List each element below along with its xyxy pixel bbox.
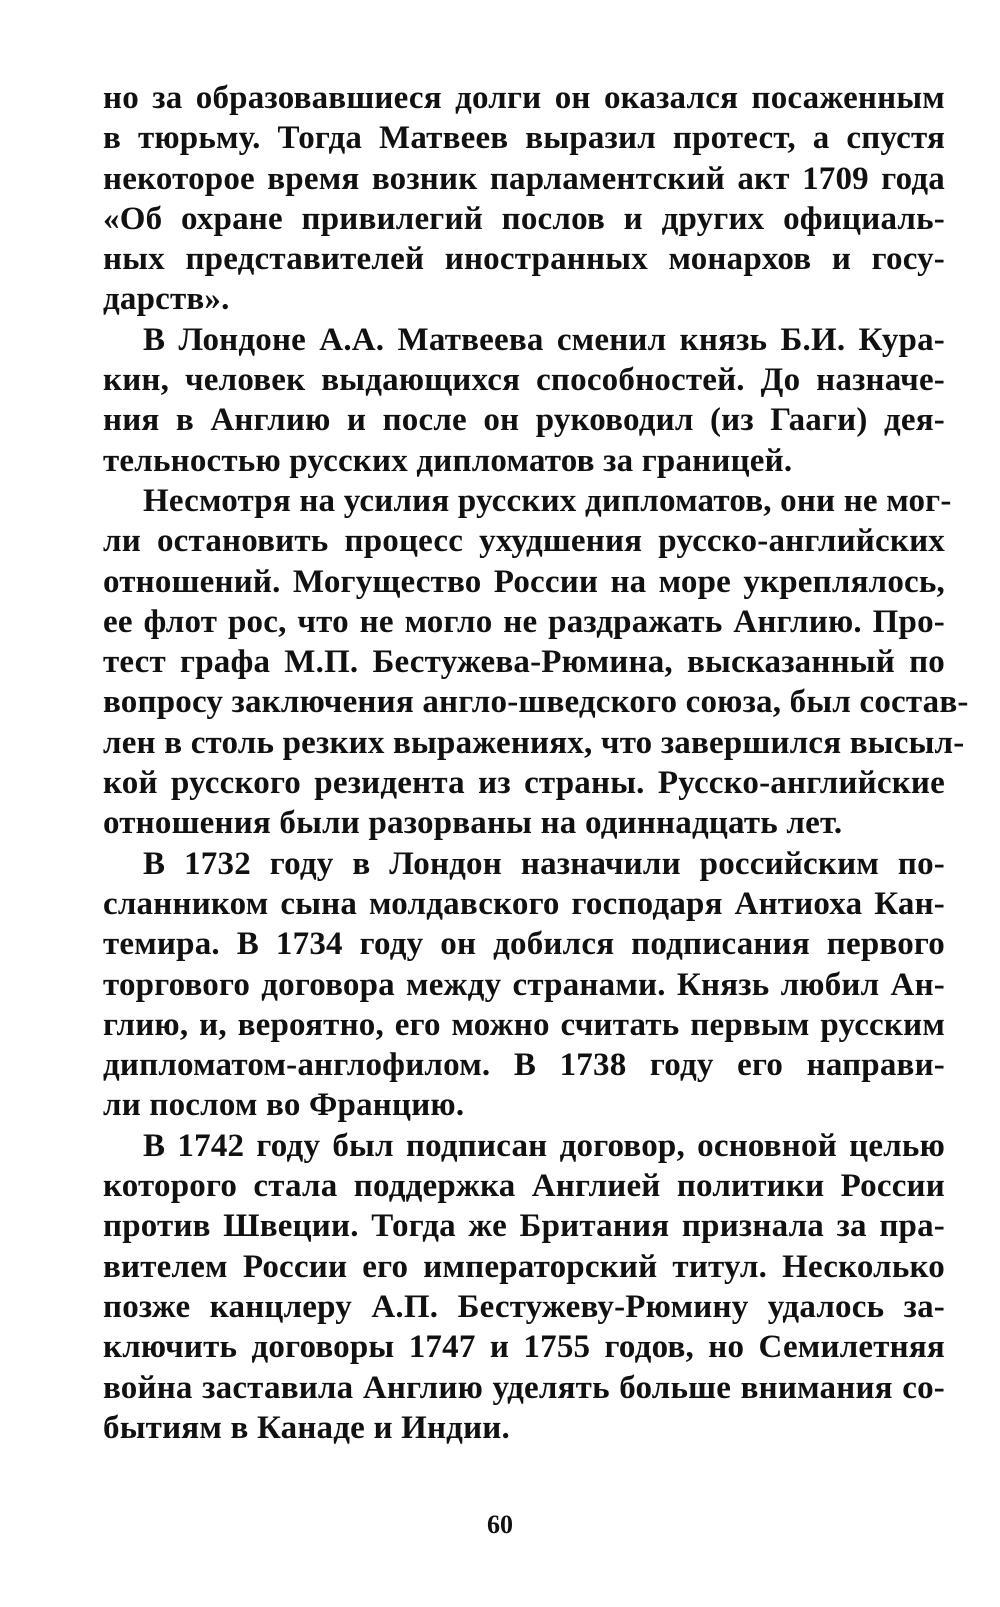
text-line: против Швеции. Тогда же Британия признала за пра- — [103, 1208, 945, 1245]
text-line: ных представителей иностранных монархов и госу- — [103, 241, 945, 278]
text-line: ли послом во Францию. — [103, 1087, 465, 1124]
text-line: темира. В 1734 году он добился подписания первого — [103, 926, 945, 963]
text-line: сланником сына молдавского господаря Антиоха Кан- — [103, 885, 945, 922]
text-line: торгового договора между странами. Князь любил Ан- — [103, 966, 945, 1003]
text-line: Несмотря на усилия русских дипломатов, они не мог- — [143, 482, 952, 519]
text-line: вопросу заключения англо-шведского союза, был состав- — [103, 684, 969, 721]
paragraph — [103, 1126, 945, 1448]
page-number: 60 — [487, 1510, 513, 1539]
text-line: некоторое время возник парламентский акт 1709 года — [103, 160, 945, 197]
text-line: ключить договоры 1747 и 1755 годов, но Семилетняя — [103, 1329, 945, 1366]
text-line: отношения были разорваны на одиннадцать лет. — [103, 805, 843, 842]
text-line: позже канцлеру А.П. Бестужеву-Рюмину удалось за- — [103, 1288, 945, 1325]
paragraph — [103, 481, 969, 844]
text-line: кин, человек выдающихся способностей. До назначе- — [103, 362, 945, 399]
paragraph — [103, 844, 945, 1126]
text-line: В 1742 году был подписан договор, основной целью — [143, 1127, 945, 1164]
text-line: «Об охране привилегий послов и других официаль- — [103, 200, 945, 237]
text-line: война заставила Англию уделять больше внимания со- — [103, 1369, 945, 1406]
text-line: дипломатом-англофилом. В 1738 году его направи- — [103, 1047, 945, 1084]
text-line: ли остановить процесс ухудшения русско-английских — [103, 523, 945, 560]
text-line: бытиям в Канаде и Индии. — [103, 1409, 510, 1446]
text-line: ния в Англию и после он руководил (из Гааги) дея- — [103, 402, 945, 439]
text-line: лен в столь резких выражениях, что завершился высыл- — [103, 724, 965, 761]
text-line: но за образовавшиеся долги он оказался посаженным — [103, 80, 945, 116]
text-line: в тюрьму. Тогда Матвеев выразил протест, а спустя — [103, 120, 945, 157]
text-line: которого стала поддержка Англией политики России — [103, 1168, 945, 1205]
text-line: В 1732 году в Лондон назначили российским по- — [143, 845, 945, 882]
text-line: отношений. Могущество России на море укреплялось, — [103, 563, 945, 600]
text-line: тест графа М.П. Бестужева-Рюмина, высказанный по — [103, 644, 945, 681]
body-text — [103, 78, 969, 1448]
paragraph — [103, 78, 945, 320]
text-line: тельностью русских дипломатов за границей. — [103, 442, 793, 479]
text-line: В Лондоне А.А. Матвеева сменил князь Б.И. Кура- — [143, 321, 945, 358]
text-line: дарств». — [103, 281, 230, 318]
text-line: вителем России его императорский титул. Несколько — [103, 1248, 945, 1285]
text-line: кой русского резидента из страны. Русско-английские — [103, 765, 945, 802]
text-line: глию, и, вероятно, его можно считать первым русским — [103, 1006, 945, 1043]
paragraph — [103, 320, 945, 481]
text-line: ее флот рос, что не могло не раздражать Англию. Про- — [103, 603, 945, 640]
